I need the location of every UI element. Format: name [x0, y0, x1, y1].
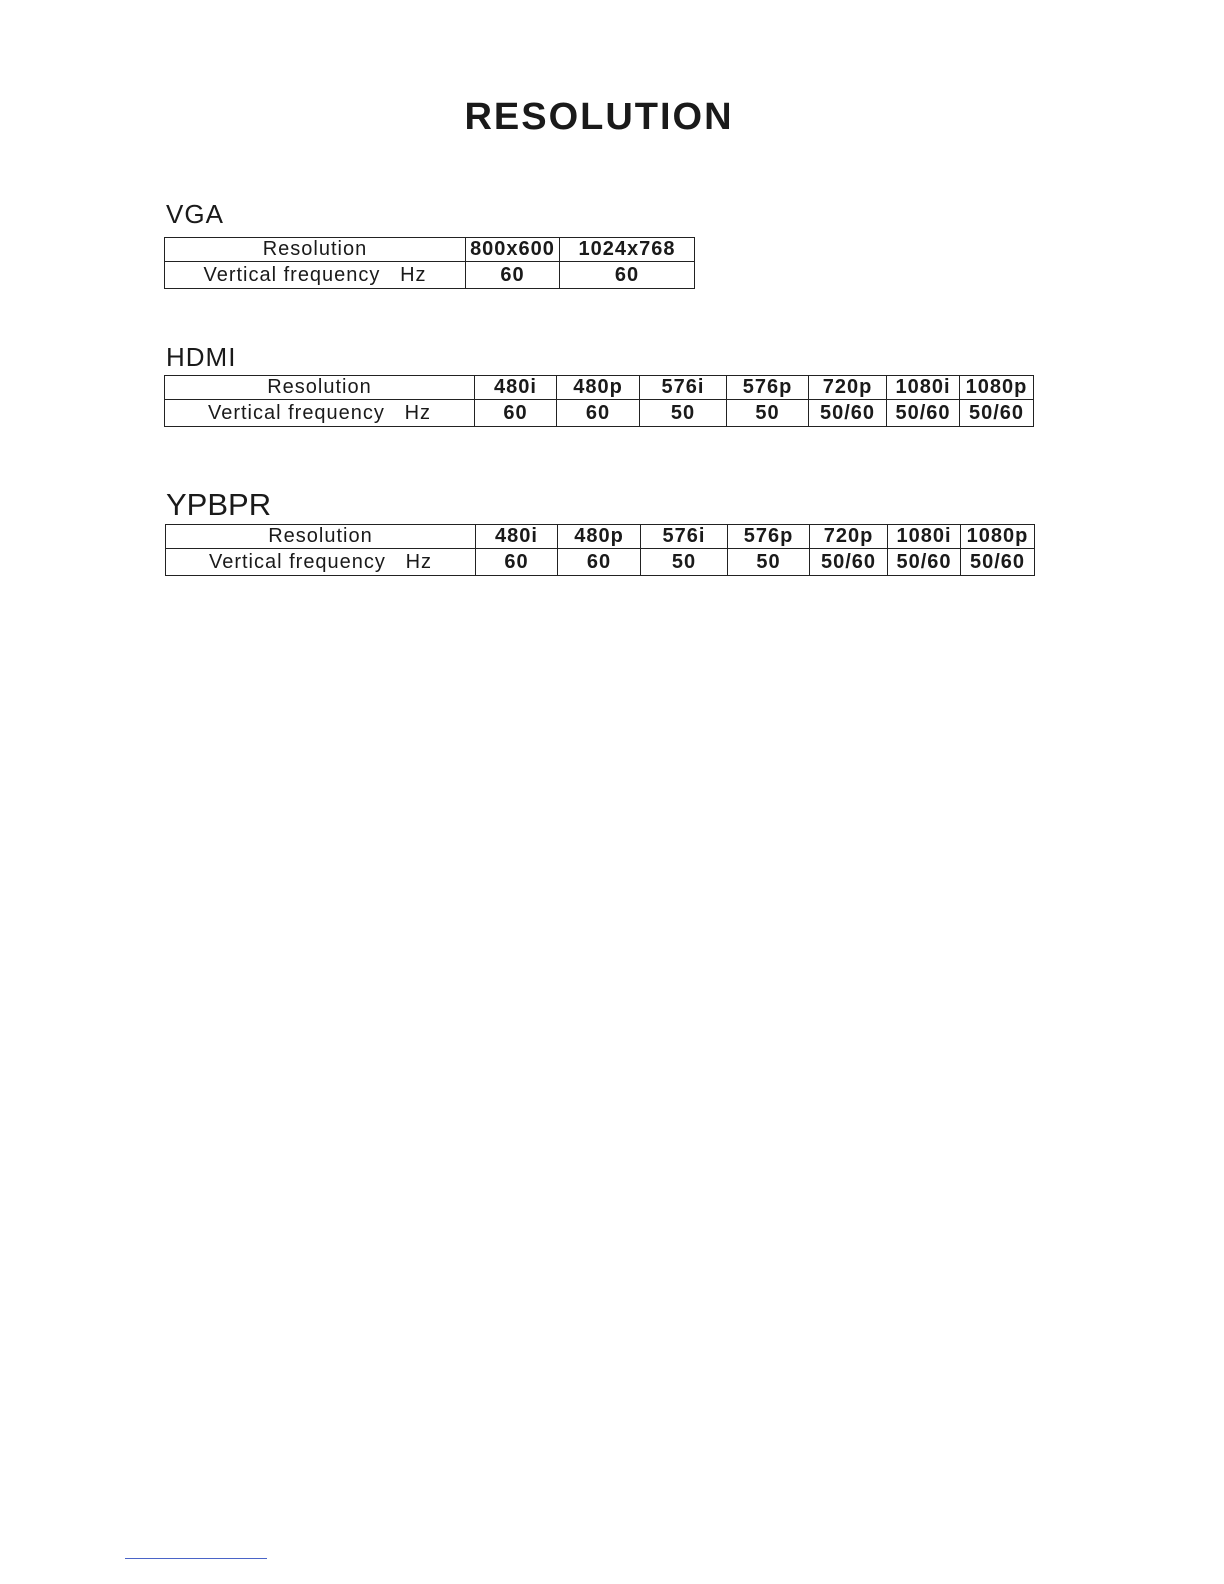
row-label-frequency: Vertical frequency Hz — [165, 400, 475, 427]
page-title: RESOLUTION — [464, 96, 734, 138]
frequency-cell: 50/60 — [960, 400, 1034, 427]
row-label-resolution: Resolution — [165, 376, 475, 400]
row-label-frequency: Vertical frequency Hz — [165, 262, 466, 289]
hdmi-section-label: HDMI — [166, 342, 237, 372]
table-row — [165, 376, 1034, 400]
table-row — [165, 262, 695, 289]
frequency-cell: 50 — [640, 400, 727, 427]
table-row — [166, 549, 1035, 576]
resolution-cell: 1080i — [887, 376, 960, 400]
frequency-cell: 50/60 — [809, 400, 887, 427]
resolution-cell: 1080p — [960, 376, 1034, 400]
frequency-cell: 50/60 — [888, 549, 961, 576]
resolution-cell: 576p — [727, 376, 809, 400]
resolution-cell: 1080p — [961, 525, 1035, 549]
hdmi-resolution-table — [164, 375, 1034, 427]
resolution-cell: 1024x768 — [560, 238, 695, 262]
frequency-cell: 60 — [466, 262, 560, 289]
table-row — [166, 525, 1035, 549]
frequency-cell: 50 — [641, 549, 728, 576]
resolution-cell: 1080i — [888, 525, 961, 549]
table-row — [165, 238, 695, 262]
resolution-cell: 576i — [641, 525, 728, 549]
frequency-cell: 60 — [557, 400, 640, 427]
table-row — [165, 400, 1034, 427]
vga-resolution-table — [164, 237, 695, 289]
footer-rule — [125, 1558, 267, 1559]
ypbpr-resolution-table — [165, 524, 1035, 576]
frequency-cell: 50 — [727, 400, 809, 427]
row-label-resolution: Resolution — [165, 238, 466, 262]
resolution-cell: 720p — [810, 525, 888, 549]
row-label-frequency: Vertical frequency Hz — [166, 549, 476, 576]
resolution-cell: 720p — [809, 376, 887, 400]
resolution-cell: 576i — [640, 376, 727, 400]
resolution-cell: 800x600 — [466, 238, 560, 262]
frequency-cell: 50/60 — [810, 549, 888, 576]
frequency-cell: 60 — [475, 400, 557, 427]
row-label-resolution: Resolution — [166, 525, 476, 549]
resolution-cell: 576p — [728, 525, 810, 549]
frequency-cell: 60 — [560, 262, 695, 289]
resolution-cell: 480i — [475, 376, 557, 400]
frequency-cell: 60 — [558, 549, 641, 576]
resolution-cell: 480i — [476, 525, 558, 549]
frequency-cell: 50/60 — [887, 400, 960, 427]
frequency-cell: 50/60 — [961, 549, 1035, 576]
ypbpr-section-label: YPBPR — [166, 487, 272, 522]
frequency-cell: 50 — [728, 549, 810, 576]
frequency-cell: 60 — [476, 549, 558, 576]
resolution-cell: 480p — [558, 525, 641, 549]
vga-section-label: VGA — [166, 199, 224, 229]
resolution-cell: 480p — [557, 376, 640, 400]
